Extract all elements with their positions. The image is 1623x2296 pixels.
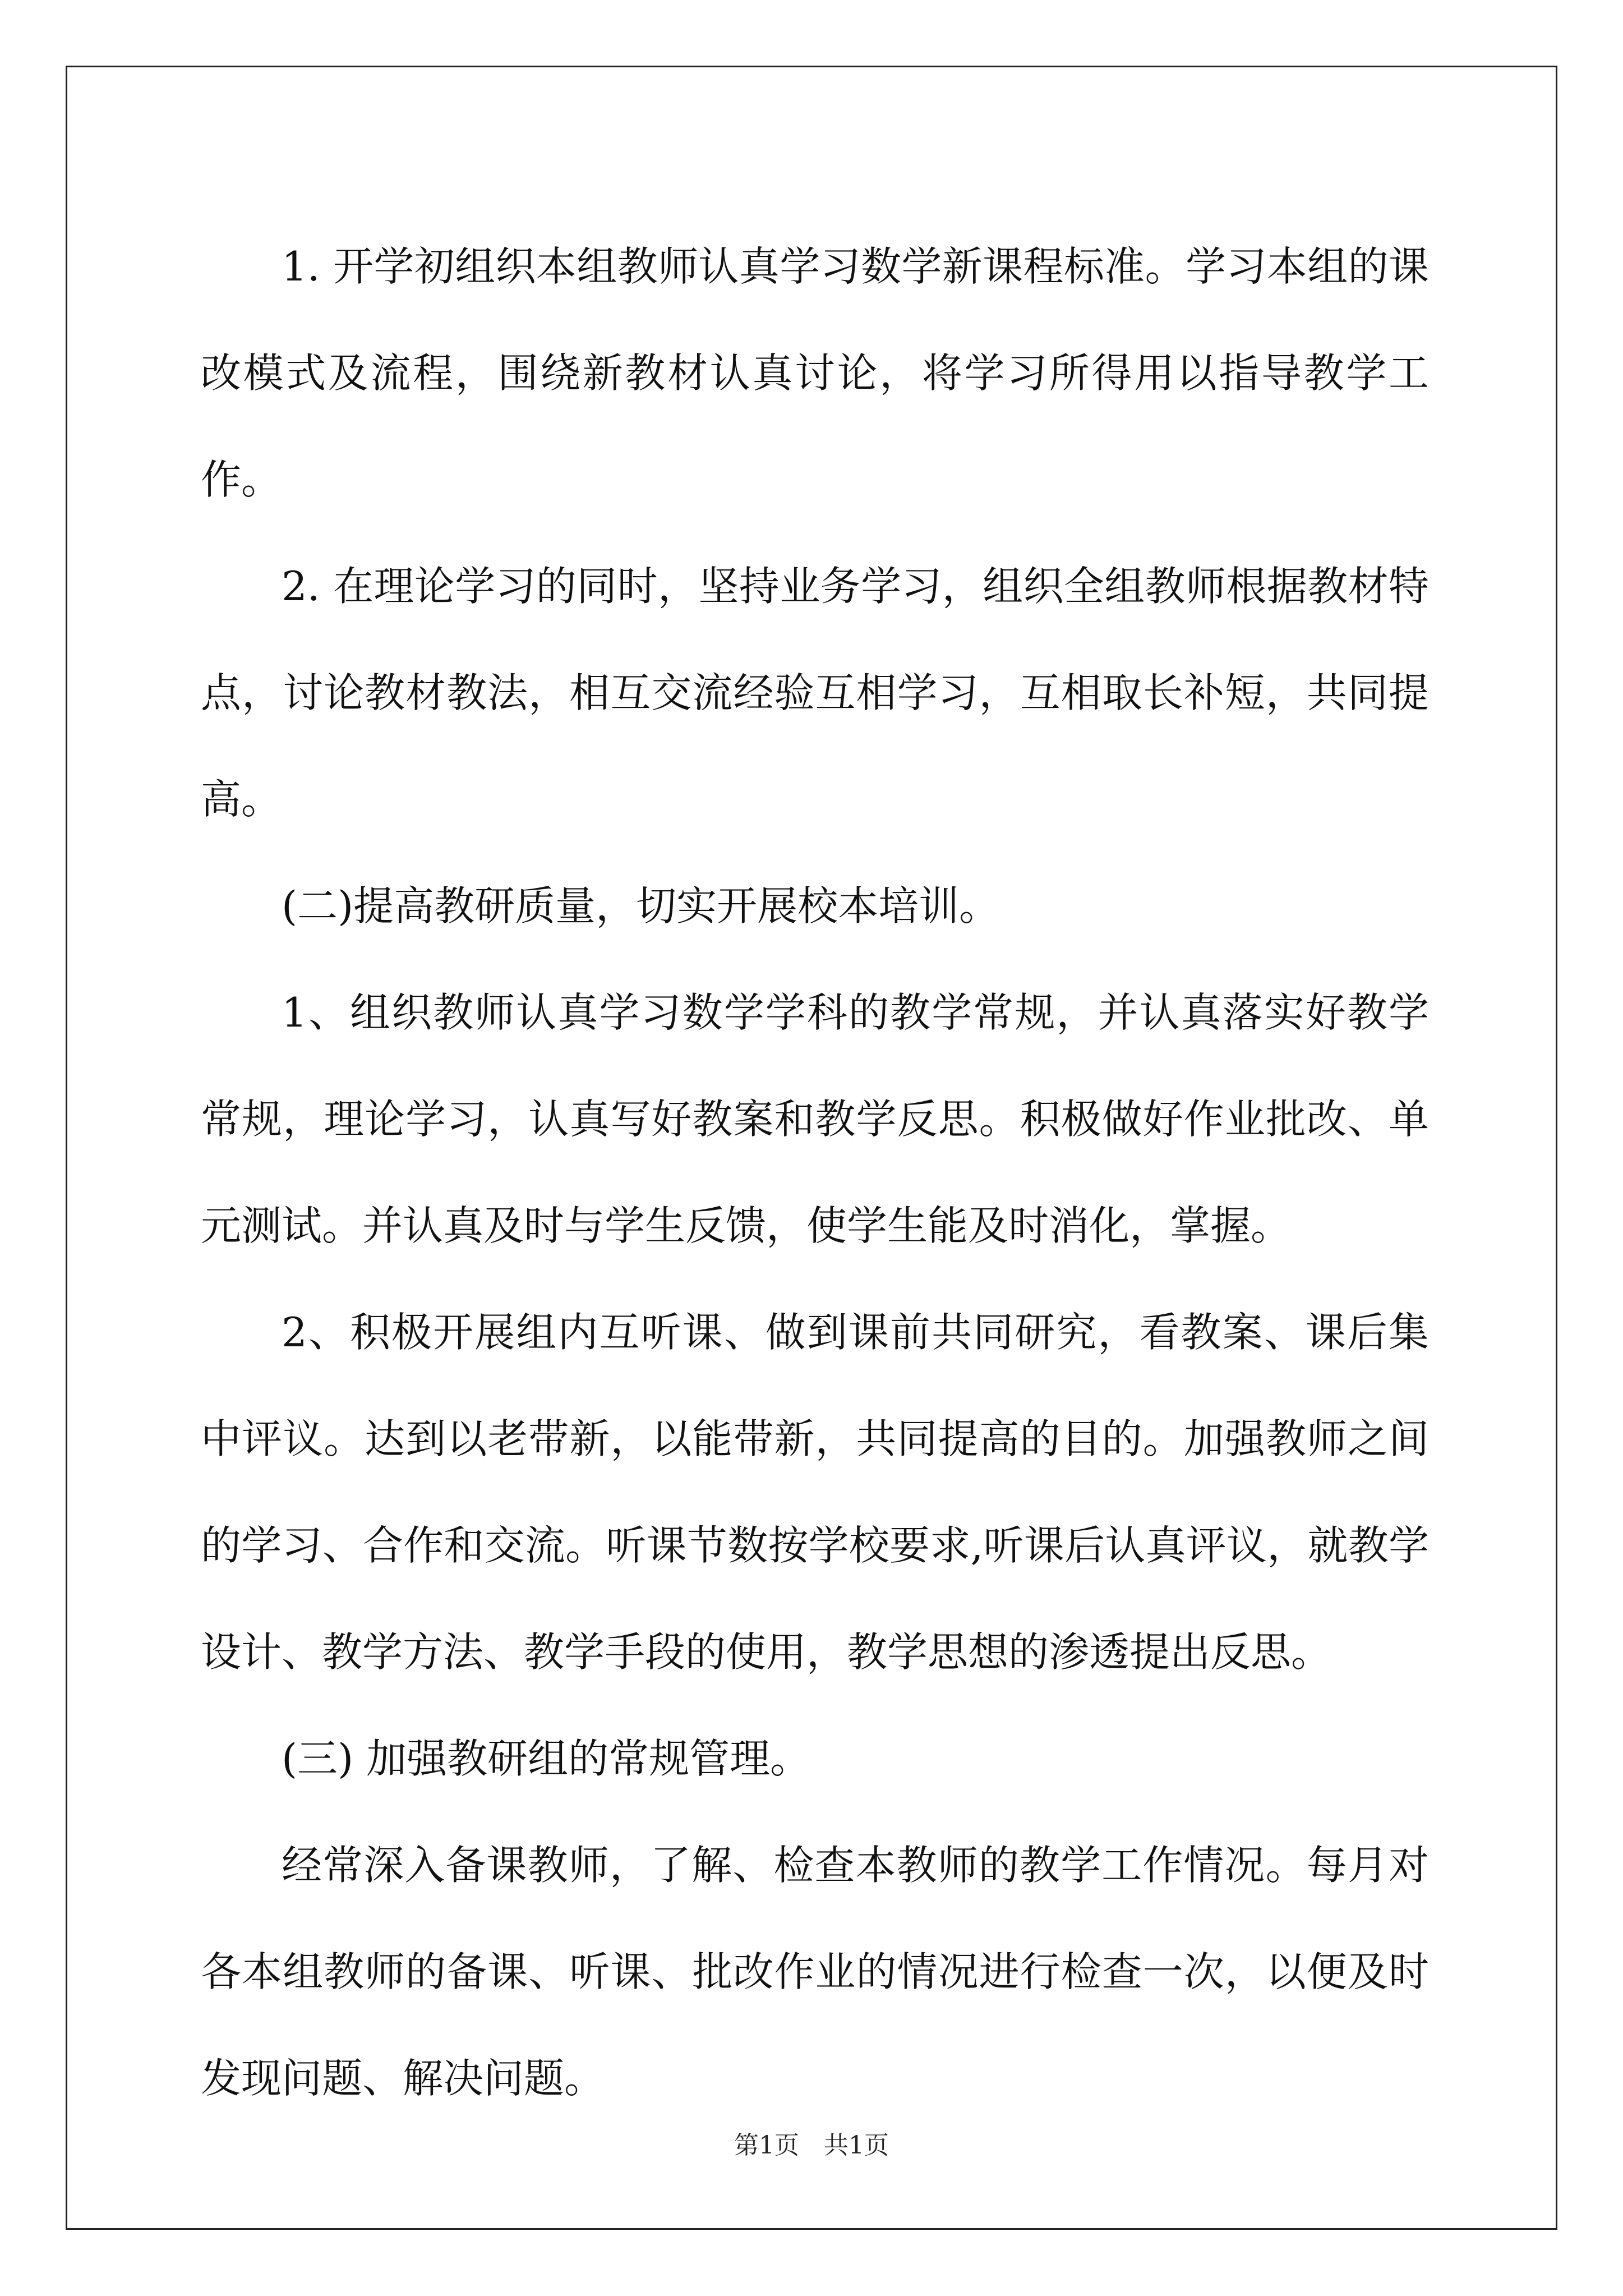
paragraph-1: 1. 开学初组织本组教师认真学习数学新课程标准。学习本组的课改模式及流程，围绕新教材认真讨论，将学习所得用以指导教学工作。	[201, 243, 1429, 503]
paragraph-3: 1、组织教师认真学习数学学科的教学常规，并认真落实好教学常规，理论学习，认真写好教案和教学反思。积极做好作业批改、单元测试。并认真及时与学生反馈，使学生能及时消化，掌握。	[201, 989, 1429, 1249]
section-heading-3: (三) 加强教研组的常规管理。	[282, 1735, 811, 1782]
document-body	[201, 213, 1429, 2132]
paragraph-4: 2、积极开展组内互听课、做到课前共同研究，看教案、课后集中评议。达到以老带新，以能带新，共同提高的目的。加强教师之间的学习、合作和交流。听课节数按学校要求,听课后认真评议，就教学设计、教学方法、教学手段的使用，教学思想的渗透提出反思。	[201, 1309, 1429, 1676]
section-heading-2: (二)提高教研质量，切实开展校本培训。	[282, 882, 1000, 930]
paragraph-2: 2. 在理论学习的同时，坚持业务学习，组织全组教师根据教材特点，讨论教材教法，相互交流经验互相学习，互相取长补短，共同提高。	[201, 563, 1429, 823]
paragraph-5: 经常深入备课教师，了解、检查本教师的教学工作情况。每月对各本组教师的备课、听课、批改作业的情况进行检查一次，以便及时发现问题、解决问题。	[201, 1842, 1429, 2102]
page-footer: 第1页 共1页	[734, 2131, 889, 2160]
